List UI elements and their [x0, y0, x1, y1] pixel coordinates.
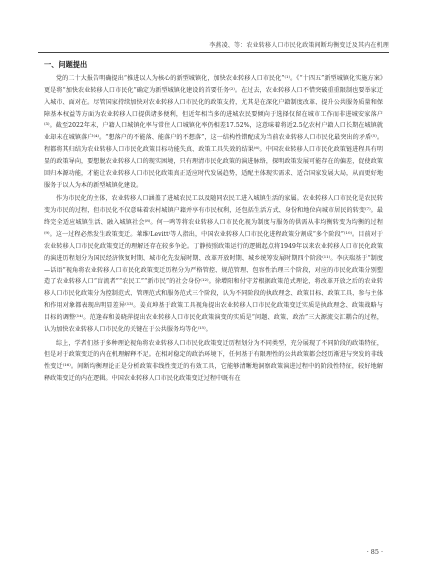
article-body [44, 60, 383, 385]
paragraph-literature: 作为市民化的主体，农业转移人口涵盖了进城农民工以及随同农民工进入城镇生活的家属。农业转移人口市民化是农民转变为市民的过程，但市民化不仅意味着农村城镇户籍并享有市民权利，还包括生活方式、身份和地位向城市居民的转变⁽⁷⁾。最终完全适应城镇生活、融入城镇社会⁽⁸⁾。何一鸣等将农业转移人口市民化视为制度与服务的供需从非均衡转变为均衡的过程⁽⁹⁾。这一过程必然发生政策变迁。莱维⁽Levitt⁾等人指出，中国农业转移人口市民化进程政策分割成“多个阶段”⁽¹⁰⁾。目前对于农业转移人口市民化政策变迁的理解还存在较多争论。丁静按照政策运行的逻辑起点将1949年以来农业转移人口市民化政策的演进历程划分为国民经济恢复时期、城市化先发展时期、改革开放时期、城乡统筹发展时期四个阶段⁽¹¹⁾。李庆瑞基于“制度—话语”视角将农业转移人口市民化政策变迁历程分为严格管控、规范管理、包容性治理三个阶段，对应的市民化政策分别塑造了农业转移人口“盲流者”“农民工”“新市民”的社会身份⁽¹²⁾。徐增阳和付守芳根据政策范式理论，将改革开放之后的农业转移人口市民化政策分为控制范式、管理范式和服务范式三个阶段，认为不同阶段的执政理念、政策目标、政策工具、参与主体和作用对象都表现出明显差异⁽¹³⁾。姜贞坤基于政策工具视角提出农业转移人口市民化政策变迁实质是执政理念、政策战略与目标的调整⁽¹⁴⁾。范逢春和姜晓萍提出农业转移人口市民化政策演变的实质是“问题、政策、政治”三大源流交汇耦合的过程，认为加快农业转移人口市民化的关键在于公共服务均等化⁽¹⁵⁾。 [44, 195, 383, 333]
paragraph-summary: 综上，学者们基于多种理论视角将农业转移人口市民化政策变迁历程划分为不同类型，充分展现了不同阶段的政策特征，但是对于政策变迁的内在机理解释不足。在相对稳定的政治环境下，任何基于有限理性的公共政策都会经历渐进与突发的非线性变迁⁽¹⁶⁾。间断均衡理论正是分析政策非线性变迁的有效工具，它能够清晰地洞察政策演进过程中的阶段性特征，较好地解释政策变迁的内在逻辑。中国农业转移人口市民化政策变迁过程中既有在 [44, 339, 383, 383]
page-number: · 85 · [366, 548, 383, 556]
running-header: 李燕凌、等：农业转移人口市民化政策间断均衡变迁及其内在机理 [209, 42, 389, 49]
header-rule [38, 52, 389, 53]
paragraph-intro: 党的二十大报告明确提出“推进以人为核心的新型城镇化，加快农业转移人口市民化”⁽¹⁾。《“十四五”新型城镇化实施方案》更是将“加快农业转移人口市民化”确定为新型城镇化建设的首要任务⁽²⁾。在过去，农业转移人口不惜突破重重限制也要举家迁入城市、面对在。尽管国家持续加快对农业转移人口市民化的政策支持，尤其是在深化户籍制度改革、提升公共服务质量和保障基本权益等方面为农业转移人口提供诸多便利，但近年相当多的进城农民要倾向于选择仅留在城市工作而非进城安家落户⁽³⁾。截至2022年末，户籍人口城镇化率与常住人口城镇化率仍相差17.52%，这意味着将近2.5亿农村户籍人口长期在城镇就业却未在城镇落户⁽⁴⁾。“想落户的不能落、能落户的不想落”，这一结构性错配成为当前农业转移人口市民化最突出的矛盾⁽⁵⁾。程都将其归结为农业转移人口市民化政策目标功能失真、政策工具失效的结果⁽⁶⁾。中国农业转移人口市民化政策链进程具有明显的政策导向，要想脱农业转移人口的现实困境，只有理清市民化政策的演进脉络，探明政策发展可能存在的偏差，促使政策回归本源功能，才能让农业转移人口市民化政策真正适应时代发展趋势，适配主体现实需求、适合国家发展大局，从而更好地服务于以人为本的新型城镇化建设。 [44, 75, 383, 189]
section-heading: 一、问题提出 [44, 60, 88, 69]
